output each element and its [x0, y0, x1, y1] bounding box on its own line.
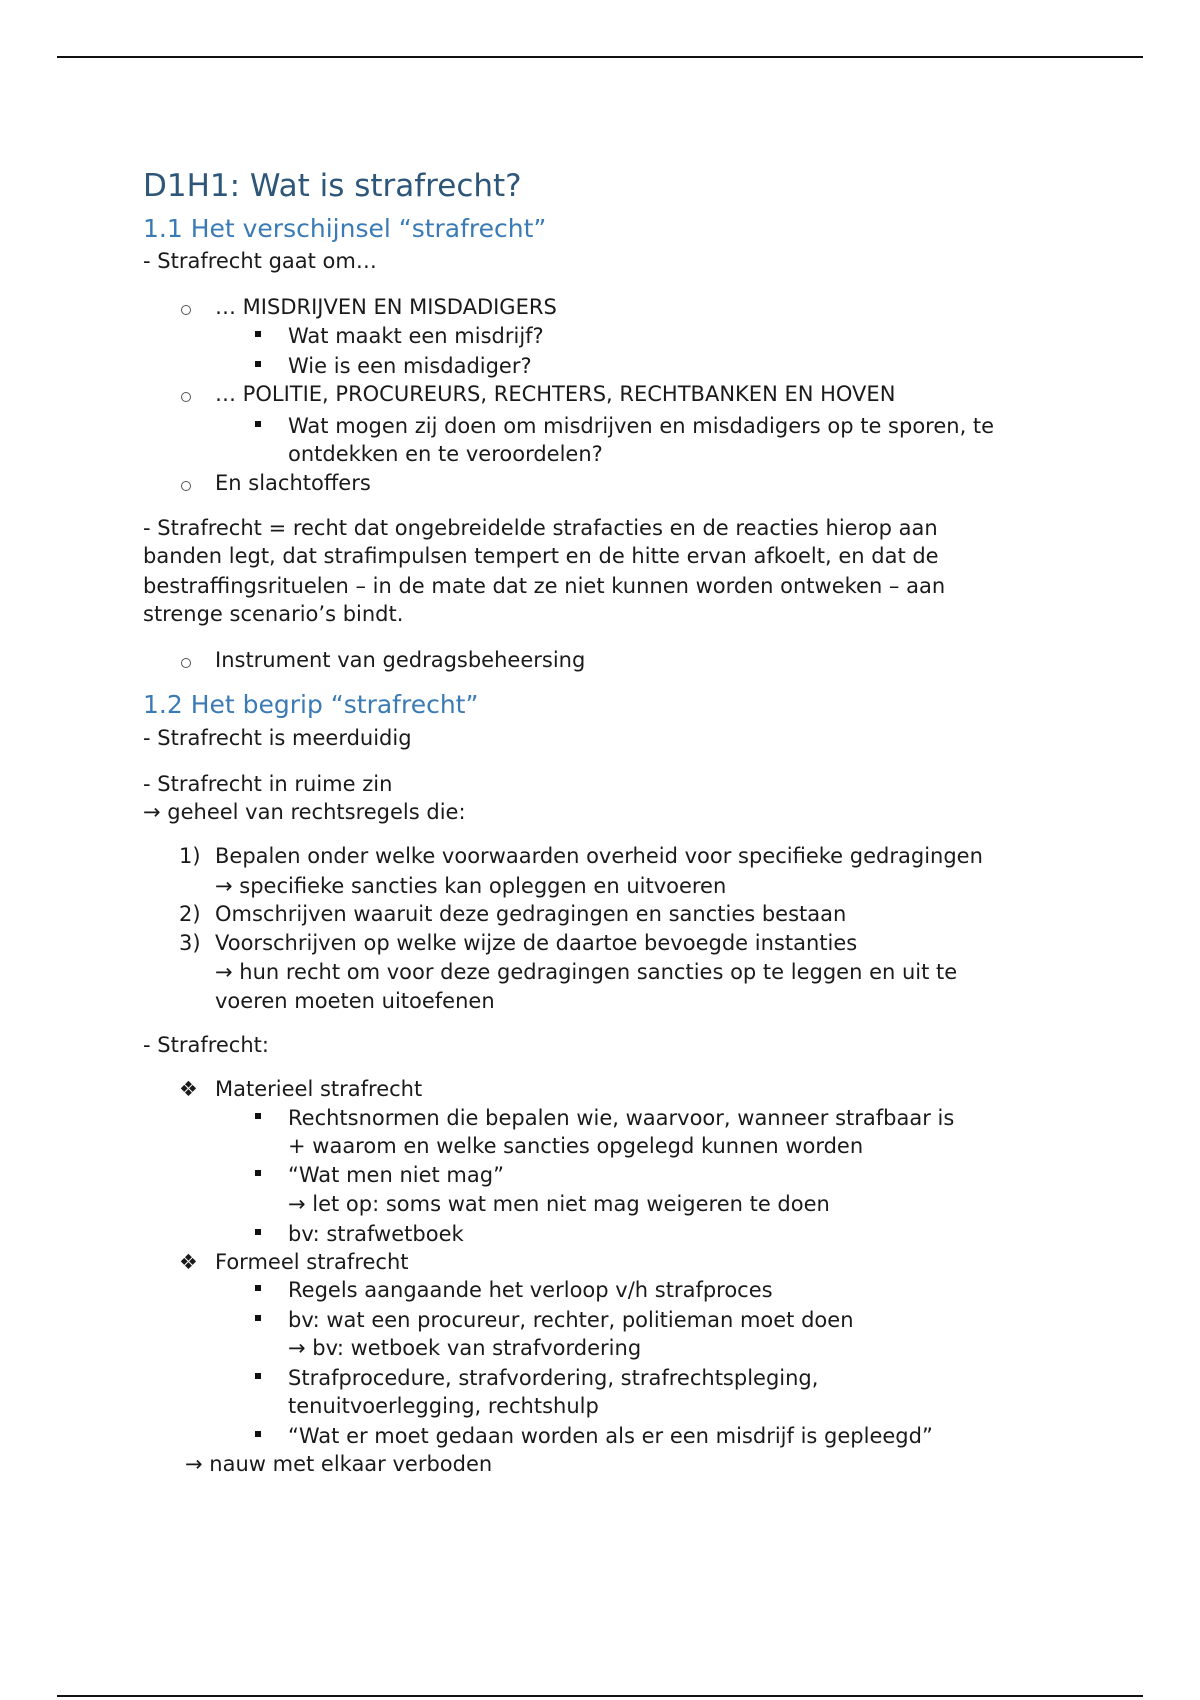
- page-title: D1H1: Wat is strafrecht?: [143, 168, 522, 204]
- meerduidig-line: - Strafrecht is meerduidig: [143, 726, 412, 750]
- square-bullet-icon: [255, 1431, 261, 1437]
- strafrecht-colon-line: - Strafrecht:: [143, 1033, 269, 1057]
- square-bullet-icon: [255, 331, 261, 337]
- bullet-politie: … POLITIE, PROCUREURS, RECHTERS, RECHTBANKEN EN HOVEN: [215, 382, 896, 406]
- conclusion-line: → nauw met elkaar verboden: [185, 1452, 493, 1476]
- rechtsregels-line: → geheel van rechtsregels die:: [143, 800, 466, 824]
- materieel-item-1: Rechtsnormen die bepalen wie, waarvoor, wanneer strafbaar is: [288, 1106, 955, 1130]
- materieel-title: Materieel strafrecht: [215, 1077, 423, 1101]
- square-bullet-icon: [255, 1285, 261, 1291]
- materieel-item-2-cont: → let op: soms wat men niet mag weigeren te doen: [288, 1192, 830, 1216]
- numbered-item-3-cont2: voeren moeten uitoefenen: [215, 989, 495, 1013]
- formeel-item-1: Regels aangaande het verloop v/h strafproces: [288, 1278, 773, 1302]
- sub-bullet-opsporen-cont: ontdekken en te veroordelen?: [288, 442, 603, 466]
- intro-line: - Strafrecht gaat om…: [143, 249, 377, 273]
- circle-bullet-icon: [181, 481, 191, 491]
- circle-bullet-icon: [181, 392, 191, 402]
- numbered-item-2: Omschrijven waaruit deze gedragingen en sancties bestaan: [215, 902, 847, 926]
- definition-line-4: strenge scenario’s bindt.: [143, 602, 404, 626]
- list-number: 3): [179, 931, 201, 955]
- formeel-title: Formeel strafrecht: [215, 1250, 409, 1274]
- square-bullet-icon: [255, 361, 261, 367]
- section-heading-1-2: 1.2 Het begrip “strafrecht”: [143, 690, 479, 719]
- square-bullet-icon: [255, 1113, 261, 1119]
- sub-bullet-misdadiger: Wie is een misdadiger?: [288, 354, 532, 378]
- formeel-item-3: Strafprocedure, strafvordering, strafrechtspleging,: [288, 1366, 819, 1390]
- sub-bullet-misdrijf: Wat maakt een misdrijf?: [288, 324, 544, 348]
- bullet-slachtoffers: En slachtoffers: [215, 471, 371, 495]
- formeel-item-4: “Wat er moet gedaan worden als er een misdrijf is gepleegd”: [288, 1424, 933, 1448]
- formeel-item-2: bv: wat een procureur, rechter, politieman moet doen: [288, 1308, 854, 1332]
- page-top-rule: [57, 56, 1143, 58]
- square-bullet-icon: [255, 1373, 261, 1379]
- diamond-bullet-icon: ❖: [179, 1250, 198, 1274]
- page-bottom-rule: [57, 1695, 1143, 1697]
- square-bullet-icon: [255, 1229, 261, 1235]
- formeel-item-3-cont: tenuitvoerlegging, rechtshulp: [288, 1394, 599, 1418]
- definition-line-3: bestraffingsrituelen – in de mate dat ze niet kunnen worden ontweken – aan: [143, 574, 946, 598]
- list-number: 2): [179, 902, 201, 926]
- materieel-item-2: “Wat men niet mag”: [288, 1163, 504, 1187]
- circle-bullet-icon: [181, 305, 191, 315]
- bullet-instrument: Instrument van gedragsbeheersing: [215, 648, 586, 672]
- numbered-item-3: Voorschrijven op welke wijze de daartoe bevoegde instanties: [215, 931, 858, 955]
- square-bullet-icon: [255, 1170, 261, 1176]
- numbered-item-1: Bepalen onder welke voorwaarden overheid voor specifieke gedragingen: [215, 844, 983, 868]
- square-bullet-icon: [255, 421, 261, 427]
- materieel-item-1-cont: + waarom en welke sancties opgelegd kunnen worden: [288, 1134, 864, 1158]
- circle-bullet-icon: [181, 658, 191, 668]
- sub-bullet-opsporen: Wat mogen zij doen om misdrijven en misdadigers op te sporen, te: [288, 414, 995, 438]
- section-heading-1-1: 1.1 Het verschijnsel “strafrecht”: [143, 214, 547, 243]
- definition-line-1: - Strafrecht = recht dat ongebreidelde strafacties en de reacties hierop aan: [143, 516, 938, 540]
- diamond-bullet-icon: ❖: [179, 1077, 198, 1101]
- numbered-item-1-cont: → specifieke sancties kan opleggen en uitvoeren: [215, 874, 727, 898]
- square-bullet-icon: [255, 1315, 261, 1321]
- definition-line-2: banden legt, dat strafimpulsen tempert en de hitte ervan afkoelt, en dat de: [143, 544, 939, 568]
- ruime-zin-line: - Strafrecht in ruime zin: [143, 772, 393, 796]
- materieel-item-3: bv: strafwetboek: [288, 1222, 464, 1246]
- list-number: 1): [179, 844, 201, 868]
- formeel-item-2-cont: → bv: wetboek van strafvordering: [288, 1336, 642, 1360]
- numbered-item-3-cont: → hun recht om voor deze gedragingen sancties op te leggen en uit te: [215, 960, 958, 984]
- bullet-misdrijven: … MISDRIJVEN EN MISDADIGERS: [215, 295, 557, 319]
